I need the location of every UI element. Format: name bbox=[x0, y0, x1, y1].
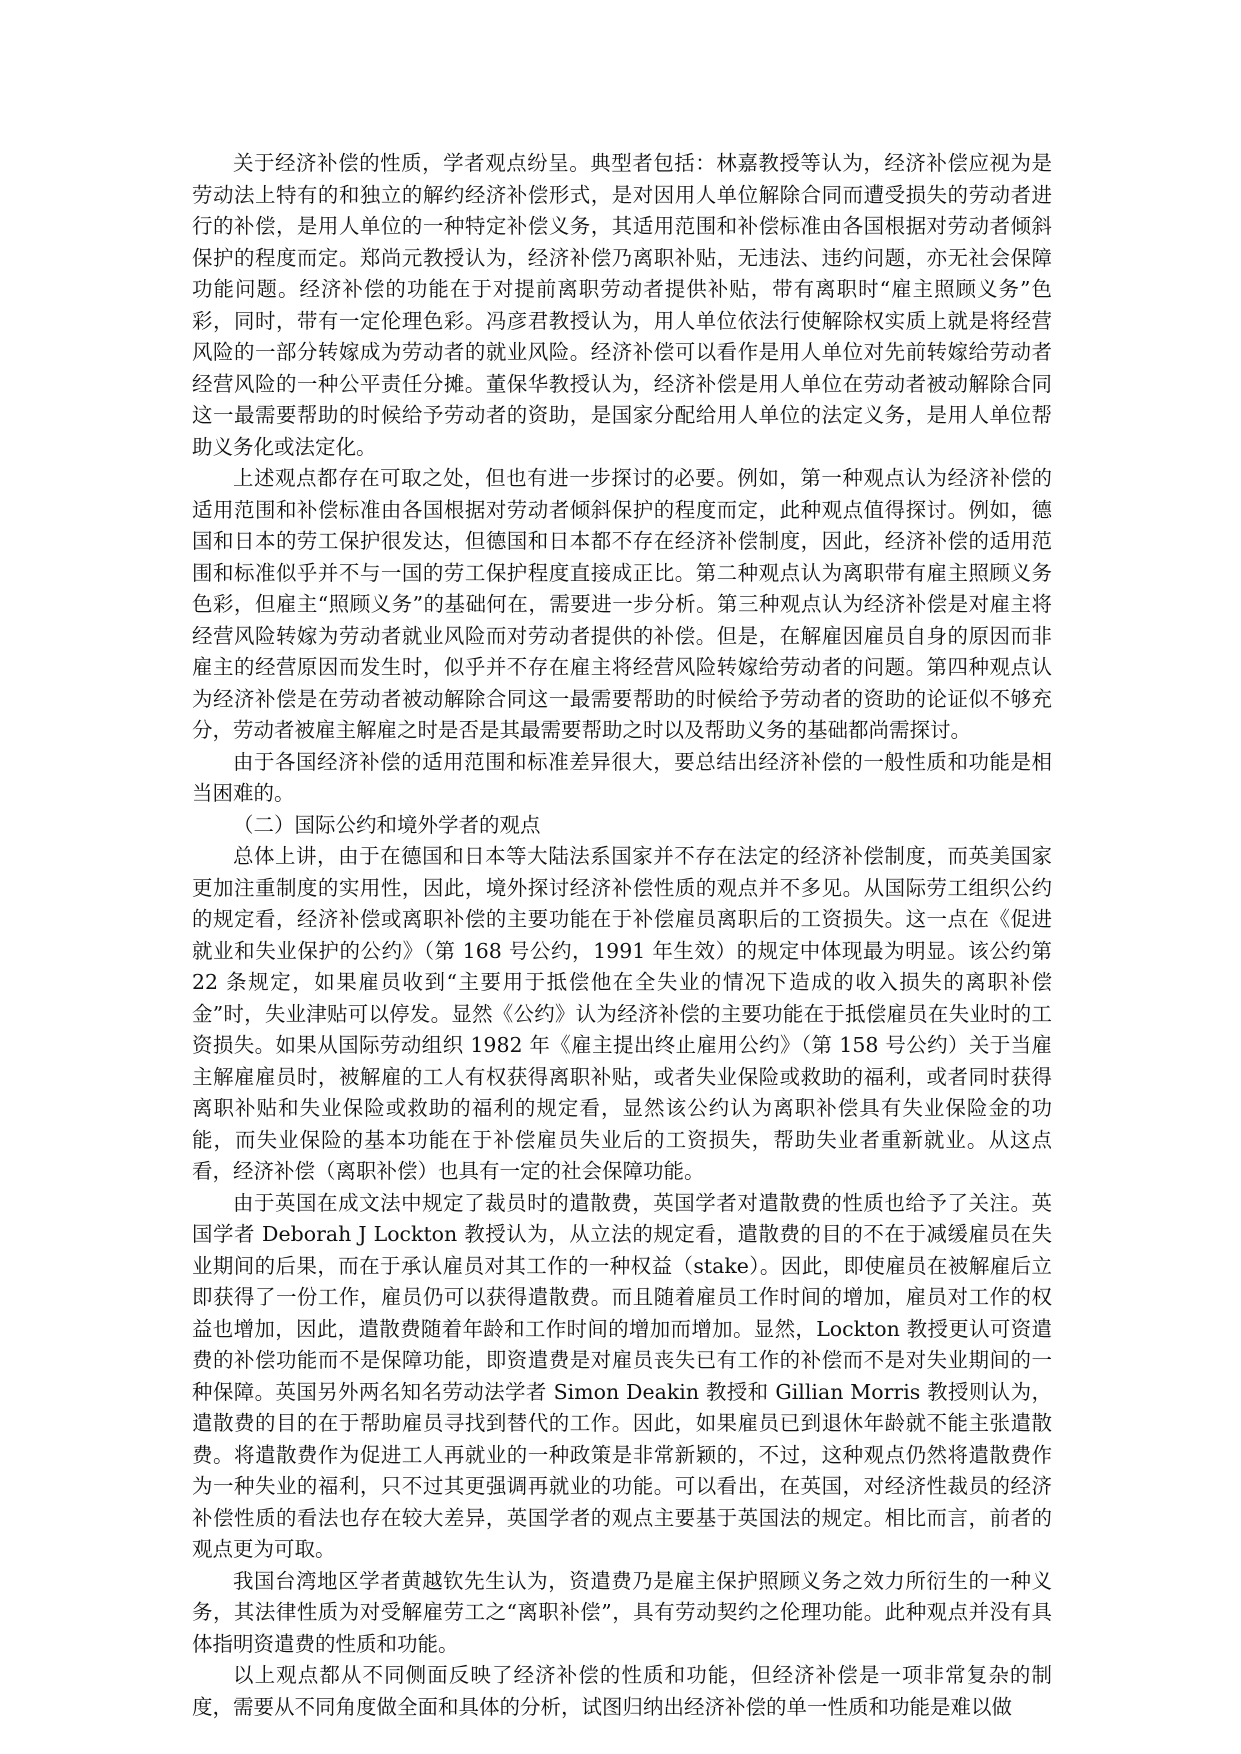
section-heading: （二）国际公约和境外学者的观点 bbox=[233, 812, 541, 837]
paragraph-difficulty: 由于各国经济补偿的适用范围和标准差异很大，要总结出经济补偿的一般性质和功能是相当困难的。 bbox=[192, 749, 1052, 805]
paragraph-critique: 上述观点都存在可取之处，但也有进一步探讨的必要。例如，第一种观点认为经济补偿的适用范围和补偿标准由各国根据对劳动者倾斜保护的程度而定，此种观点值得探讨。例如，德国和日本的劳工保护很发达，但德国和日本都不存在经济补偿制度，因此，经济补偿的适用范围和标准似乎并不与一国的劳工保护程度直接成正比。第二种观点认为离职带有雇主照顾义务色彩，但雇主“照顾义务”的基础何在，需要进一步分析。第三种观点认为经济补偿是对雇主将经营风险转嫁为劳动者就业风险而对劳动者提供的补偿。但是，在解雇因雇员自身的原因而非雇主的经营原因而发生时，似乎并不存在雇主将经营风险转嫁给劳动者的问题。第四种观点认为经济补偿是在劳动者被动解除合同这一最需要帮助的时候给予劳动者的资助的论证似不够充分，劳动者被雇主解雇之时是否是其最需要帮助之时以及帮助义务的基础都尚需探讨。 bbox=[192, 466, 1052, 742]
document-body bbox=[192, 148, 1052, 1723]
paragraph-uk-scholars: 由于英国在成文法中规定了裁员时的遣散费，英国学者对遣散费的性质也给予了关注。英国学者 Deborah J Lockton 教授认为，从立法的规定看，遣散费的目的不在于减缓雇员在失业期间的后果，而在于承认雇员对其工作的一种权益（stake）。因此，即使雇员在被解雇后立即获得了一份工作，雇员仍可以获得遣散费。而且随着雇员工作时间的增加，雇员对工作的权益也增加，因此，遣散费随着年龄和工作时间的增加而增加。显然，Lockton 教授更认可资遣费的补偿功能而不是保障功能，即资遣费是对雇员丧失已有工作的补偿而不是对失业期间的一种保障。英国另外两名知名劳动法学者 Simon Deakin 教授和 Gillian Morris 教授则认为，遣散费的目的在于帮助雇员寻找到替代的工作。因此，如果雇员已到退休年龄就不能主张遣散费。将遣散费作为促进工人再就业的一种政策是非常新颖的，不过，这种观点仍然将遣散费作为一种失业的福利，只不过其更强调再就业的功能。可以看出，在英国，对经济性裁员的经济补偿性质的看法也存在较大差异，英国学者的观点主要基于英国法的规定。相比而言，前者的观点更为可取。 bbox=[192, 1190, 1052, 1561]
paragraph-conclusion: 以上观点都从不同侧面反映了经济补偿的性质和功能，但经济补偿是一项非常复杂的制度，需要从不同角度做全面和具体的分析，试图归纳出经济补偿的单一性质和功能是难以做 bbox=[192, 1663, 1052, 1719]
paragraph-taiwan-scholar: 我国台湾地区学者黄越钦先生认为，资遣费乃是雇主保护照顾义务之效力所衍生的一种义务，其法律性质为对受解雇劳工之“离职补偿”，具有劳动契约之伦理功能。此种观点并没有具体指明资遣费的性质和功能。 bbox=[192, 1568, 1052, 1656]
paragraph-international-conventions: 总体上讲，由于在德国和日本等大陆法系国家并不存在法定的经济补偿制度，而英美国家更加注重制度的实用性，因此，境外探讨经济补偿性质的观点并不多见。从国际劳工组织公约的规定看，经济补偿或离职补偿的主要功能在于补偿雇员离职后的工资损失。这一点在《促进就业和失业保护的公约》（第 168 号公约，1991 年生效）的规定中体现最为明显。该公约第 22 条规定，如果雇员收到“主要用于抵偿他在全失业的情况下造成的收入损失的离职补偿金”时，失业津贴可以停发。显然《公约》认为经济补偿的主要功能在于抵偿雇员在失业时的工资损失。如果从国际劳动组织 1982 年《雇主提出终止雇用公约》（第 158 号公约）关于当雇主解雇雇员时，被解雇的工人有权获得离职补贴，或者失业保险或救助的福利，或者同时获得离职补贴和失业保险或救助的福利的规定看，显然该公约认为离职补偿具有失业保险金的功能，而失业保险的基本功能在于补偿雇员失业后的工资损失，帮助失业者重新就业。从这点看，经济补偿（离职补偿）也具有一定的社会保障功能。 bbox=[192, 844, 1052, 1183]
paragraph-scholar-views: 关于经济补偿的性质，学者观点纷呈。典型者包括：林嘉教授等认为，经济补偿应视为是劳动法上特有的和独立的解约经济补偿形式，是对因用人单位解除合同而遭受损失的劳动者进行的补偿，是用人单位的一种特定补偿义务，其适用范围和补偿标准由各国根据对劳动者倾斜保护的程度而定。郑尚元教授认为，经济补偿乃离职补贴，无违法、违约问题，亦无社会保障功能问题。经济补偿的功能在于对提前离职劳动者提供补贴，带有离职时“雇主照顾义务”色彩，同时，带有一定伦理色彩。冯彦君教授认为，用人单位依法行使解除权实质上就是将经营风险的一部分转嫁成为劳动者的就业风险。经济补偿可以看作是用人单位对先前转嫁给劳动者经营风险的一种公平责任分摊。董保华教授认为，经济补偿是用人单位在劳动者被动解除合同这一最需要帮助的时候给予劳动者的资助，是国家分配给用人单位的法定义务，是用人单位帮助义务化或法定化。 bbox=[192, 151, 1052, 459]
